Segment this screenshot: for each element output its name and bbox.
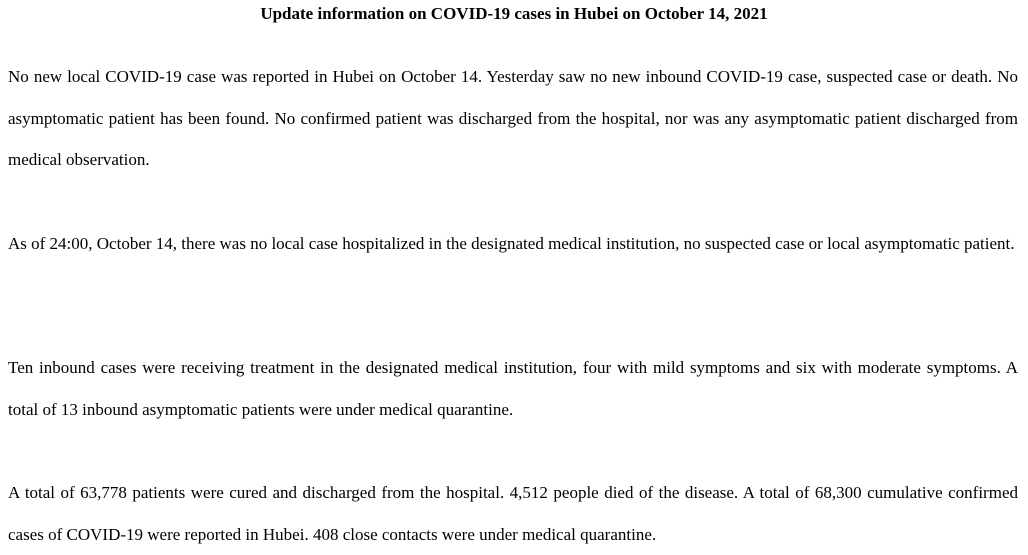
paragraph-cumulative-totals: A total of 63,778 patients were cured and discharged from the hospital. 4,512 people died of the disease. A total of 68,300 cumulative confirmed cases of COVID-19 were reported in Hubei. 408 close contacts were under medical quarantine.	[8, 483, 1018, 544]
paragraph-local-status: As of 24:00, October 14, there was no local case hospitalized in the designated medical institution, no suspected case or local asymptomatic patient.	[8, 234, 1015, 253]
document-title: Update information on COVID-19 cases in Hubei on October 14, 2021	[260, 4, 768, 23]
paragraph-inbound-cases: Ten inbound cases were receiving treatment in the designated medical institution, four with mild symptoms and six with moderate symptoms. A total of 13 inbound asymptomatic patients were under medical quarantine.	[8, 358, 1018, 419]
paragraph-daily-summary: No new local COVID-19 case was reported in Hubei on October 14. Yesterday saw no new inbound COVID-19 case, suspected case or death. No asymptomatic patient has been found. No confirmed patient was discharged from the hospital, nor was any asymptomatic patient discharged from medical observation.	[8, 67, 1018, 169]
